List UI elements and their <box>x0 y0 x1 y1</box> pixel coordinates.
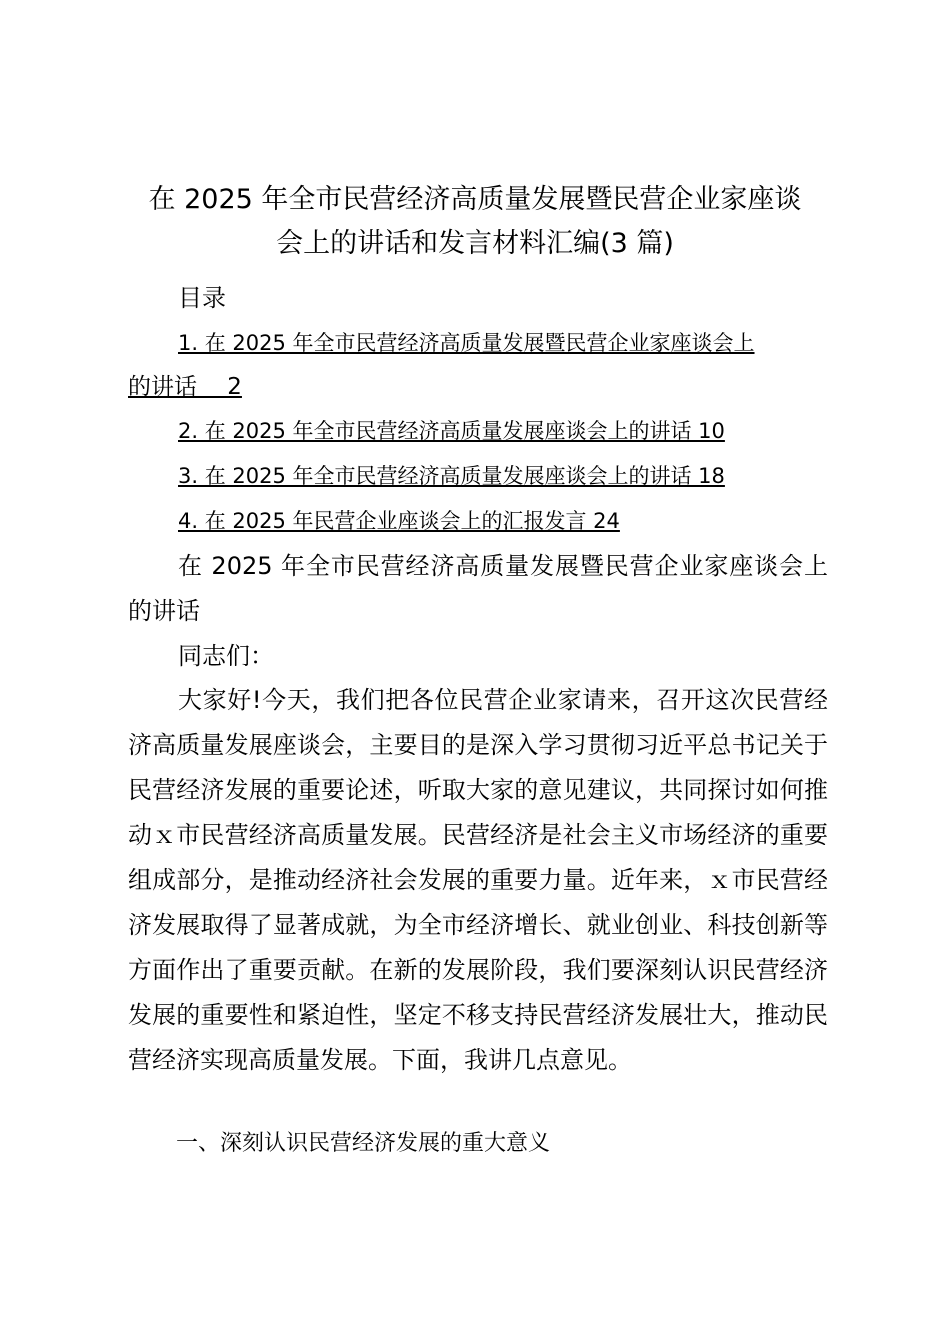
toc-entry-4[interactable]: 4. 在 2025 年民营企业座谈会上的汇报发言 24 <box>178 509 620 533</box>
toc-entry-3[interactable]: 3. 在 2025 年全市民营经济高质量发展座谈会上的讲话 18 <box>178 464 725 488</box>
document-title-line1: 在 2025 年全市民营经济高质量发展暨民营企业家座谈 <box>148 184 802 215</box>
paragraph-1: 大家好!今天，我们把各位民营企业家请来，召开这次民营经济高质量发展座谈会，主要目的是深入学习贯彻习近平总书记关于民营经济发展的重要论述，听取大家的意见建议，共同探讨如何推动ｘ市民营经济高质量发展。民营经济是社会主义市场经济的重要组成部分，是推动经济社会发展的重要力量。近年来，ｘ市民营经济发展取得了显著成就，为全市经济增长、就业创业、科技创新等方面作出了重要贡献。在新的发展阶段，我们要深刻认识民营经济发展的重要性和紧迫性，坚定不移支持民营经济发展壮大，推动民营经济实现高质量发展。下面，我讲几点意见。 <box>128 686 828 1074</box>
toc-entry-1[interactable]: 1. 在 2025 年全市民营经济高质量发展暨民营企业家座谈会上 <box>178 331 755 355</box>
section-1-heading: 一、深刻认识民营经济发展的重大意义 <box>176 1131 551 1156</box>
document-title <box>80 178 870 266</box>
document-title-line2: 会上的讲话和发言材料汇编(3 篇) <box>276 228 674 259</box>
toc-entry-2[interactable]: 2. 在 2025 年全市民营经济高质量发展座谈会上的讲话 10 <box>178 419 725 443</box>
salutation: 同志们： <box>178 642 274 670</box>
toc-entry-1-continued[interactable]: 的讲话 2 <box>128 374 242 400</box>
speech-title: 在 2025 年全市民营经济高质量发展暨民营企业家座谈会上的讲话 <box>128 552 828 625</box>
toc-heading: 目录 <box>178 284 226 312</box>
